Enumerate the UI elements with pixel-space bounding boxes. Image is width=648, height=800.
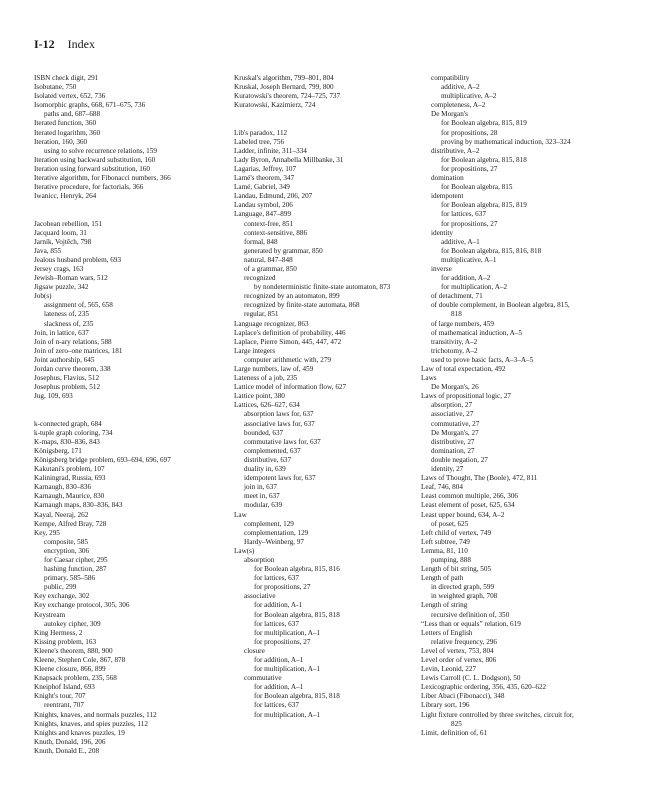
index-column-3 bbox=[421, 74, 631, 738]
index-subentry: recognized by finite-state automata, 868 bbox=[244, 301, 360, 310]
index-subentry: public, 299 bbox=[44, 583, 77, 592]
index-entry: Karnaugh maps, 830–836, 843 bbox=[34, 501, 123, 510]
index-entry: Knight's tour, 707 bbox=[34, 692, 86, 701]
index-entry: Lateness of a job, 235 bbox=[234, 374, 298, 383]
index-subentry: complement, 129 bbox=[244, 519, 294, 528]
index-entry: Kuratowski, Kazimierz, 724 bbox=[234, 101, 316, 110]
index-entry: Knuth, Donald, 196, 206 bbox=[34, 737, 106, 746]
index-subentry: for multiplication, A–2 bbox=[441, 283, 508, 292]
index-subentry: trichotomy, A–2 bbox=[431, 346, 478, 355]
index-entry: Jigsaw puzzle, 342 bbox=[34, 283, 89, 292]
index-entry: Liber Abaci (Fibonacci), 348 bbox=[421, 692, 505, 701]
index-entry: Laws of propositional logic, 27 bbox=[421, 392, 512, 401]
section-gap bbox=[34, 201, 224, 210]
index-entry: Jug, 109, 693 bbox=[34, 392, 73, 401]
index-subentry: proving by mathematical induction, 323–324 bbox=[441, 137, 571, 146]
index-entry: Least element of poset, 625, 634 bbox=[421, 501, 515, 510]
index-entry: Knights, knaves, and spies puzzles, 112 bbox=[34, 719, 148, 728]
index-entry: Isolated vertex, 652, 736 bbox=[34, 92, 106, 101]
index-subentry: complementation, 129 bbox=[244, 528, 309, 537]
index-entry: Java, 855 bbox=[34, 246, 62, 255]
index-subentry: of poset, 625 bbox=[431, 519, 469, 528]
index-entry: Iterative algorithm, for Fibonacci numbers, 366 bbox=[34, 174, 171, 183]
index-entry: Jealous husband problem, 693 bbox=[34, 255, 122, 264]
index-entry: Join of zero–one matrices, 181 bbox=[34, 346, 123, 355]
index-subentry: for propositions, 27 bbox=[254, 583, 311, 592]
index-subentry: reentrant, 707 bbox=[44, 701, 84, 710]
index-entry: Isobutane, 750 bbox=[34, 83, 77, 92]
index-subentry: inverse bbox=[431, 264, 452, 273]
index-column-2 bbox=[234, 74, 424, 720]
index-entry: Language recognizer, 863 bbox=[234, 319, 309, 328]
index-subentry: for Boolean algebra, 815, 816, 818 bbox=[441, 246, 542, 255]
index-subentry: for Boolean algebra, 815, 818 bbox=[254, 692, 340, 701]
index-entry: Kuratowski's theorem, 724–725, 737 bbox=[234, 92, 341, 101]
index-subentry: context-free, 851 bbox=[244, 219, 294, 228]
index-subentry: additive, A–2 bbox=[441, 83, 480, 92]
index-subentry: relative frequency, 296 bbox=[431, 637, 497, 646]
index-subentry: absorption bbox=[244, 555, 275, 564]
index-entry: Kleene's theorem, 880, 900 bbox=[34, 646, 113, 655]
index-entry: Landau symbol, 206 bbox=[234, 201, 293, 210]
index-subentry: completeness, A–2 bbox=[431, 101, 486, 110]
index-subentry: additive, A–1 bbox=[441, 237, 480, 246]
index-entry: Level order of vertex, 806 bbox=[421, 656, 497, 664]
index-entry: Laws of Thought, The (Boole), 472, 811 bbox=[421, 474, 538, 483]
index-subentry: for lattices, 637 bbox=[254, 701, 299, 710]
index-entry: Lemma, 81, 110 bbox=[421, 546, 468, 555]
index-subentry: of large numbers, 459 bbox=[431, 319, 494, 328]
index-subentry: for Boolean algebra, 815, 818 bbox=[254, 610, 340, 619]
index-subentry: natural, 847–848 bbox=[244, 255, 293, 264]
index-subentry: Hardy–Weinberg, 97 bbox=[244, 537, 304, 546]
index-subentry: assignment of, 565, 658 bbox=[44, 301, 113, 310]
index-entry: Law bbox=[234, 510, 247, 519]
index-subentry: distributive, 27 bbox=[431, 437, 475, 446]
index-subentry: in directed graph, 599 bbox=[431, 583, 495, 592]
index-subentry: used to prove basic facts, A–3–A–5 bbox=[431, 355, 534, 364]
index-entry: Lewis Carroll (C. L. Dodgson), 50 bbox=[421, 674, 521, 683]
index-entry: Light fixture controlled by three switches, circuit for, bbox=[421, 710, 574, 719]
index-entry: Large numbers, law of, 459 bbox=[234, 365, 314, 373]
section-gap bbox=[34, 401, 224, 410]
index-subentry: recognized by an automaton, 899 bbox=[244, 292, 340, 301]
index-subentry: identity, 27 bbox=[431, 465, 464, 474]
index-subentry: for Boolean algebra, 815, 819 bbox=[441, 119, 527, 128]
index-subentry: for Boolean algebra, 815, 818 bbox=[441, 155, 527, 164]
index-entry: Laplace, Pierre Simon, 445, 447, 472 bbox=[234, 337, 342, 346]
index-subentry: recursive definition of, 350 bbox=[431, 610, 510, 619]
index-subentry: autokey cipher, 309 bbox=[44, 619, 101, 628]
index-subentry: for addition, A–1 bbox=[254, 683, 304, 692]
index-entry: K-maps, 830–836, 843 bbox=[34, 437, 100, 446]
index-entry: k-tuple graph coloring, 734 bbox=[34, 428, 113, 437]
index-entry: Language, 847–899 bbox=[234, 210, 292, 219]
index-subentry: absorption laws for, 637 bbox=[244, 410, 314, 419]
index-subentry: using to solve recurrence relations, 159 bbox=[44, 146, 157, 155]
index-subentry: for propositions, 28 bbox=[441, 128, 498, 137]
index-entry: Laplace's definition of probability, 446 bbox=[234, 328, 346, 337]
index-entry: Jersey crags, 163 bbox=[34, 264, 84, 273]
index-entry: Knights, knaves, and normals puzzles, 112 bbox=[34, 710, 157, 719]
index-entry: Keystream bbox=[34, 610, 66, 619]
index-entry: Limit, definition of, 61 bbox=[421, 728, 488, 737]
index-entry: Lattice model of information flow, 627 bbox=[234, 383, 347, 392]
index-entry: Kruskal's algorithm, 799–801, 804 bbox=[234, 74, 334, 82]
index-subentry: commutative bbox=[244, 674, 282, 683]
index-entry: Ladder, infinite, 311–334 bbox=[234, 146, 307, 155]
index-subentry: for propositions, 27 bbox=[441, 164, 498, 173]
index-subentry: for Boolean algebra, 815, 819 bbox=[441, 201, 527, 210]
index-entry: Knapsack problem, 235, 568 bbox=[34, 674, 117, 683]
index-subentry: complemented, 637 bbox=[244, 446, 301, 455]
index-subentry: absorption, 27 bbox=[431, 401, 473, 410]
index-entry: Lattice point, 380 bbox=[234, 392, 285, 401]
index-subentry: domination bbox=[431, 174, 464, 183]
index-entry: Length of bit string, 505 bbox=[421, 565, 492, 574]
index-subentry: for propositions, 27 bbox=[254, 637, 311, 646]
index-subentry: for lattices, 637 bbox=[441, 210, 486, 219]
index-subentry: multiplicative, A–1 bbox=[441, 255, 497, 264]
index-subentry: identity bbox=[431, 228, 453, 237]
index-subentry: associative bbox=[244, 592, 276, 601]
index-entry: King Hermess, 2 bbox=[34, 628, 83, 637]
index-entry: Laws bbox=[421, 374, 437, 383]
index-subentry: of double complement, in Boolean algebra, 815, bbox=[431, 301, 570, 310]
index-subentry: in weighted graph, 708 bbox=[431, 592, 498, 601]
index-entry: Law of total expectation, 492 bbox=[421, 365, 506, 373]
index-subentry: modular, 639 bbox=[244, 501, 283, 510]
index-subentry: double negation, 27 bbox=[431, 455, 488, 464]
index-entry: Lamé, Gabriel, 349 bbox=[234, 183, 290, 192]
index-entry: Length of string bbox=[421, 601, 468, 610]
index-entry: Kissing problem, 163 bbox=[34, 637, 97, 646]
index-entry: Iwanicc, Henryk, 264 bbox=[34, 192, 97, 201]
index-entry: Left child of vertex, 749 bbox=[421, 528, 492, 537]
index-entry: Jordan curve theorem, 338 bbox=[34, 365, 111, 373]
index-subentry: De Morgan's bbox=[431, 110, 468, 119]
index-entry: Kruskal, Joseph Bernard, 799, 800 bbox=[234, 83, 334, 92]
index-entry: Least common multiple, 266, 306 bbox=[421, 492, 519, 501]
index-entry: Knights and knaves puzzles, 19 bbox=[34, 728, 125, 737]
index-entry: Kaliningrad, Russia, 693 bbox=[34, 474, 106, 483]
index-subentry: meet in, 637 bbox=[244, 492, 280, 501]
index-subentry: distributive, A–2 bbox=[431, 146, 480, 155]
index-entry: Join of n-ary relations, 588 bbox=[34, 337, 112, 346]
index-entry: Levin, Leonid, 227 bbox=[421, 665, 477, 674]
index-entry: Kempe, Alfred Bray, 728 bbox=[34, 519, 107, 528]
index-subentry: of a grammar, 850 bbox=[244, 264, 297, 273]
index-entry: Length of path bbox=[421, 574, 464, 583]
index-subentry: closure bbox=[244, 646, 265, 655]
index-subentry: by nondeterministic finite-state automaton, 873 bbox=[254, 283, 391, 292]
index-entry: Iteration using backward substitution, 160 bbox=[34, 155, 156, 164]
index-entry: Law(s) bbox=[234, 546, 255, 555]
index-subentry: computer arithmetic with, 279 bbox=[244, 355, 332, 364]
page-header bbox=[34, 37, 95, 52]
index-entry: Karnaugh, Maurice, 830 bbox=[34, 492, 105, 501]
index-subentry: compatibility bbox=[431, 74, 470, 82]
index-entry: Letters of English bbox=[421, 628, 473, 637]
index-entry: Left subtree, 749 bbox=[421, 537, 470, 546]
index-entry: ISBN check digit, 291 bbox=[34, 74, 99, 82]
page-number: I-12 bbox=[34, 37, 55, 51]
section-gap bbox=[234, 119, 424, 128]
index-entry: Lexicographic ordering, 356, 435, 620–622 bbox=[421, 683, 547, 692]
index-subentry: multiplicative, A–2 bbox=[441, 92, 497, 101]
index-subentry: for multiplication, A–1 bbox=[254, 628, 321, 637]
index-entry: Lattices, 626–627, 634 bbox=[234, 401, 300, 410]
index-subentry: for Boolean algebra, 815 bbox=[441, 183, 513, 192]
index-entry: Iteration using forward substitution, 160 bbox=[34, 164, 150, 173]
section-gap bbox=[34, 410, 224, 419]
index-entry: Iterated function, 360 bbox=[34, 119, 97, 128]
index-entry: Königsberg, 171 bbox=[34, 446, 82, 455]
index-entry: Kayal, Neeraj, 262 bbox=[34, 510, 89, 519]
index-subentry: paths and, 687–688 bbox=[44, 110, 101, 119]
index-subentry: formal, 848 bbox=[244, 237, 278, 246]
index-entry: Lagarias, Jeffrey, 107 bbox=[234, 164, 297, 173]
index-entry: Kleene, Stephen Cole, 867, 878 bbox=[34, 656, 126, 664]
index-subentry: for Caesar cipher, 295 bbox=[44, 555, 108, 564]
index-subentry: for Boolean algebra, 815, 816 bbox=[254, 565, 340, 574]
index-entry: Iterated logarithm, 360 bbox=[34, 128, 101, 137]
index-entry: Join, in lattice, 637 bbox=[34, 328, 89, 337]
index-subentry: of mathematical induction, A–5 bbox=[431, 328, 523, 337]
index-subentry: generated by grammar, 850 bbox=[244, 246, 323, 255]
index-subentry: regular, 851 bbox=[244, 310, 279, 319]
index-entry: Least upper bound, 634, A–2 bbox=[421, 510, 505, 519]
index-subentry: associative, 27 bbox=[431, 410, 474, 419]
index-subentry: idempotent laws for, 637 bbox=[244, 474, 316, 483]
index-subentry: slackness of, 235 bbox=[44, 319, 94, 328]
index-subentry: join in, 637 bbox=[244, 483, 277, 492]
index-entry: Lamé's theorem, 347 bbox=[234, 174, 295, 183]
index-subentry: recognized bbox=[244, 274, 276, 283]
index-subentry: composite, 585 bbox=[44, 537, 88, 546]
index-subentry: for lattices, 637 bbox=[254, 619, 299, 628]
index-subentry: primary, 585–586 bbox=[44, 574, 96, 583]
index-subentry: domination, 27 bbox=[431, 446, 475, 455]
index-subentry: for addition, A–2 bbox=[441, 274, 491, 283]
index-subentry: De Morgan's, 26 bbox=[431, 383, 479, 392]
index-entry: Landau, Edmund, 206, 207 bbox=[234, 192, 313, 201]
index-entry: Key exchange, 302 bbox=[34, 592, 90, 601]
index-entry: Level of vertex, 753, 804 bbox=[421, 646, 494, 655]
index-subentry: associative laws for, 637 bbox=[244, 419, 315, 428]
index-subentry: duality in, 639 bbox=[244, 465, 286, 474]
index-entry: Kakutani's problem, 107 bbox=[34, 465, 105, 474]
index-entry: Jewish–Roman wars, 512 bbox=[34, 274, 108, 283]
index-entry: Lib's paradox, 112 bbox=[234, 128, 288, 137]
index-entry: Leaf, 746, 804 bbox=[421, 483, 463, 492]
index-entry: Key exchange protocol, 305, 306 bbox=[34, 601, 130, 610]
section-gap bbox=[34, 210, 224, 219]
index-entry: Labeled tree, 756 bbox=[234, 137, 285, 146]
index-entry: Key, 295 bbox=[34, 528, 60, 537]
index-subentry: transitivity, A–2 bbox=[431, 337, 478, 346]
section-gap bbox=[234, 110, 424, 119]
index-subentry: hashing function, 287 bbox=[44, 565, 107, 574]
index-entry: Königsberg bridge problem, 693–694, 696, 697 bbox=[34, 455, 171, 464]
index-subentry: for multiplication, A–1 bbox=[254, 665, 321, 674]
index-subentry: encryption, 306 bbox=[44, 546, 90, 555]
index-entry: Kleene closure, 866, 899 bbox=[34, 665, 106, 674]
index-subentry: 818 bbox=[451, 310, 462, 319]
index-subentry: distributive, 637 bbox=[244, 455, 292, 464]
index-entry: Lady Byron, Annabella Millbanke, 31 bbox=[234, 155, 344, 164]
index-subentry: idempotent bbox=[431, 192, 464, 201]
index-subentry: for addition, A–1 bbox=[254, 656, 304, 664]
index-subentry: lateness of, 235 bbox=[44, 310, 89, 319]
index-subentry: De Morgan's, 27 bbox=[431, 428, 479, 437]
index-subentry: for addition, A-1 bbox=[254, 601, 303, 610]
index-subentry: pumping, 888 bbox=[431, 555, 471, 564]
index-subentry: of detachment, 71 bbox=[431, 292, 483, 301]
index-entry: k-connected graph, 684 bbox=[34, 419, 102, 428]
index-entry: Iterative procedure, for factorials, 366 bbox=[34, 183, 144, 192]
index-entry: Knuth, Donald E., 208 bbox=[34, 746, 100, 755]
index-subentry: for propositions, 27 bbox=[441, 219, 498, 228]
section-title: Index bbox=[67, 37, 95, 51]
index-entry: Library sort, 196 bbox=[421, 701, 470, 710]
index-entry: Josephus problem, 512 bbox=[34, 383, 101, 392]
index-subentry: commutative, 27 bbox=[431, 419, 480, 428]
index-subentry: for multiplication, A–1 bbox=[254, 710, 321, 719]
index-subentry: for lattices, 637 bbox=[254, 574, 299, 583]
index-subentry: commutative laws for, 637 bbox=[244, 437, 321, 446]
index-entry: Jarník, Vojtěch, 798 bbox=[34, 237, 92, 246]
index-entry: Jacquard loom, 31 bbox=[34, 228, 87, 237]
index-entry: Large integers bbox=[234, 346, 276, 355]
index-entry: Iteration, 160, 360 bbox=[34, 137, 88, 146]
index-subentry: bounded, 637 bbox=[244, 428, 284, 437]
index-column-1 bbox=[34, 74, 224, 756]
index-entry: Jacobean rebellion, 151 bbox=[34, 219, 103, 228]
index-entry: Joint authorship, 645 bbox=[34, 355, 95, 364]
index-entry: Job(s) bbox=[34, 292, 52, 301]
index-entry: Isomorphic graphs, 668, 671–675, 736 bbox=[34, 101, 146, 110]
index-subentry: 825 bbox=[451, 719, 462, 728]
index-entry: Karnaugh, 830–836 bbox=[34, 483, 92, 492]
index-subentry: context-sensitive, 886 bbox=[244, 228, 308, 237]
index-entry: Kneiphof Island, 693 bbox=[34, 683, 95, 692]
index-entry: “Less than or equals” relation, 619 bbox=[421, 619, 521, 628]
index-entry: Josephus, Flavius, 512 bbox=[34, 374, 100, 383]
